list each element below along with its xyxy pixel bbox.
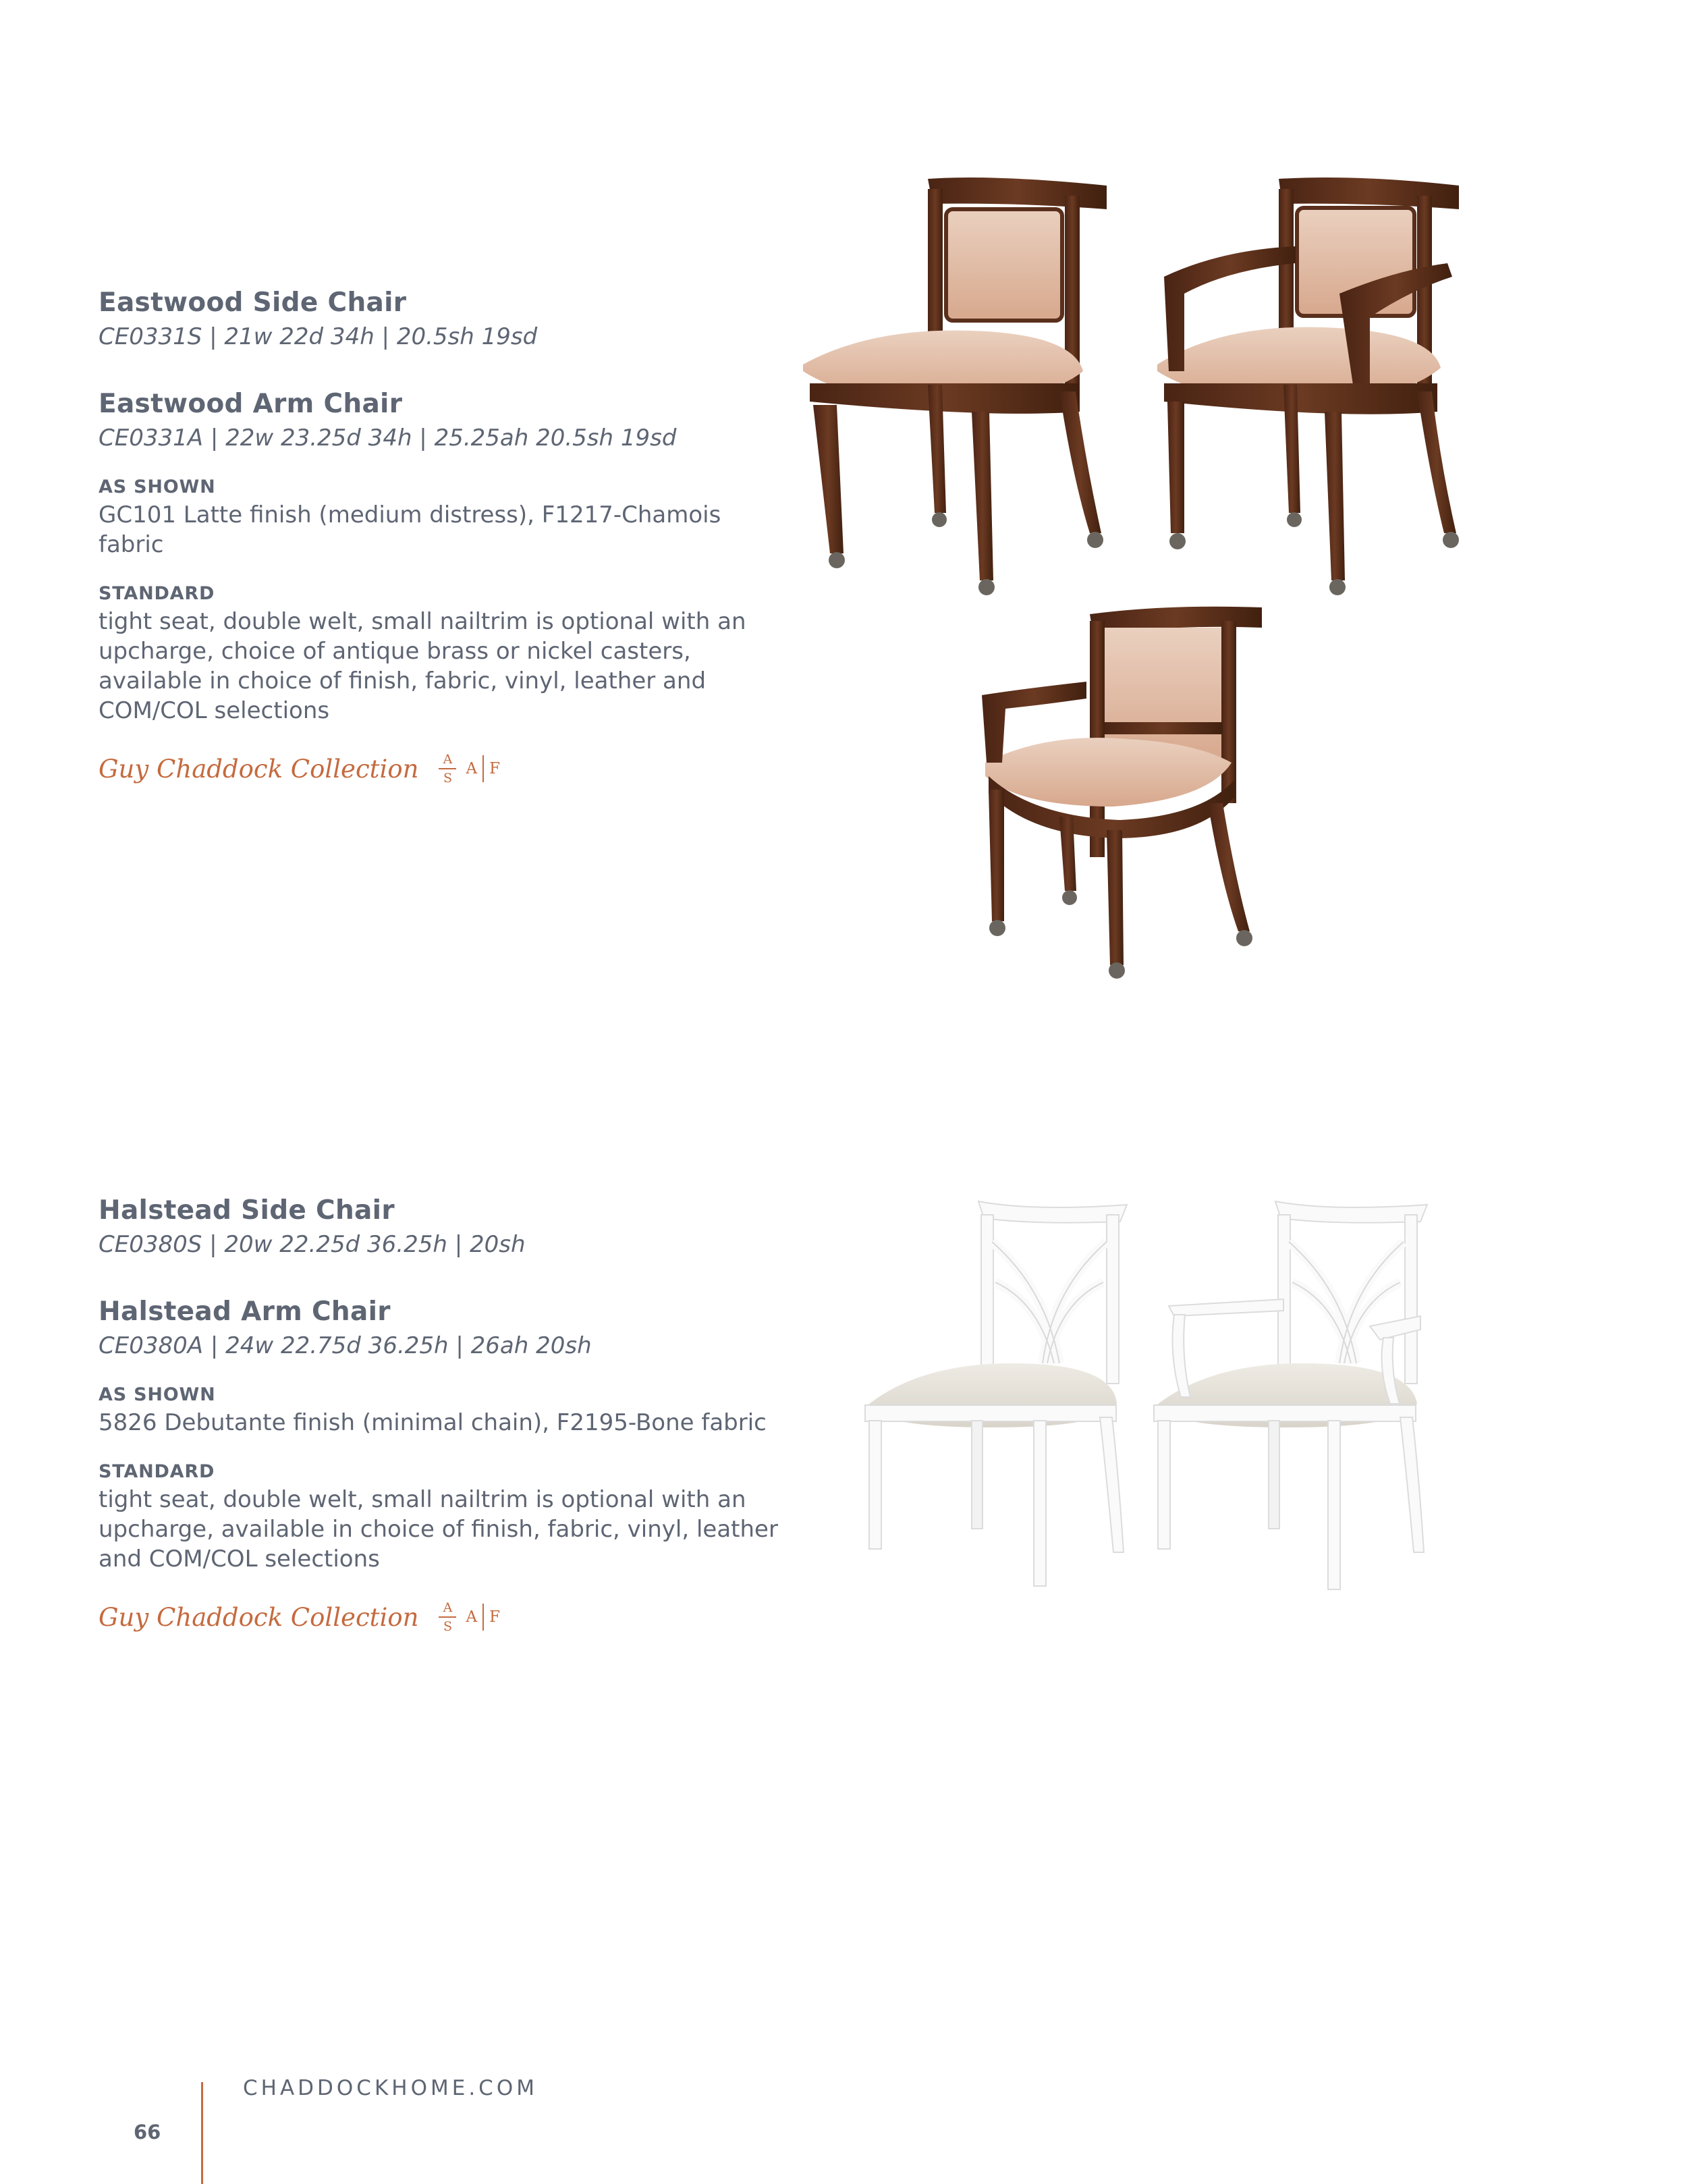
collection-line xyxy=(99,748,800,789)
product-name-arm-chair: Eastwood Arm Chair xyxy=(99,389,403,419)
asf-logo-left: A xyxy=(466,760,478,777)
asf-logo xyxy=(439,753,500,785)
halstead-side-chair-illustration xyxy=(865,1201,1127,1586)
asf-logo xyxy=(439,1601,500,1633)
product-name-side-chair: Eastwood Side Chair xyxy=(99,288,407,318)
collection-line xyxy=(99,1597,800,1637)
halstead-chairs-photo xyxy=(857,1195,1451,1613)
standard-description: tight seat, double welt, small nailtrim is optional with an upcharge, choice of antique brass or nickel casters, available in choice of finish, fabric, vinyl, leather and COM/COL selections xyxy=(99,608,746,724)
standard-description: tight seat, double welt, small nailtrim is optional with an upcharge, available in choice of finish, fabric, vinyl, leather and COM/COL selections xyxy=(99,1486,778,1573)
collection-name: Guy Chaddock Collection xyxy=(99,754,419,784)
as-shown-label: AS SHOWN xyxy=(99,1384,216,1405)
asf-logo-right: F xyxy=(489,760,501,777)
collection-name: Guy Chaddock Collection xyxy=(99,1602,419,1632)
eastwood-chairs-photo xyxy=(790,169,1485,992)
page-number: 66 xyxy=(134,2121,161,2144)
product-dimensions-arm-chair: CE0331A | 22w 23.25d 34h | 25.25ah 20.5sh 19sd xyxy=(99,425,677,452)
as-shown-label: AS SHOWN xyxy=(99,476,216,497)
standard-label: STANDARD xyxy=(99,1461,215,1482)
product-block-halstead xyxy=(99,1195,800,1637)
product-name-arm-chair: Halstead Arm Chair xyxy=(99,1296,391,1327)
asf-logo-left: A xyxy=(466,1608,478,1626)
halstead-arm-chair-illustration xyxy=(1154,1201,1427,1589)
as-shown-description: 5826 Debutante finish (minimal chain), F2195-Bone fabric xyxy=(99,1409,767,1436)
eastwood-arm-chair-back-view-illustration xyxy=(982,607,1262,979)
footer-divider xyxy=(201,2082,203,2184)
asf-logo-bottom: S xyxy=(443,771,452,786)
eastwood-side-chair-illustration xyxy=(803,178,1107,595)
asf-logo-right: F xyxy=(489,1608,501,1626)
product-dimensions-arm-chair: CE0380A | 24w 22.75d 36.25h | 26ah 20sh xyxy=(99,1332,592,1359)
asf-logo-top: A xyxy=(443,1600,453,1615)
standard-label: STANDARD xyxy=(99,583,215,604)
asf-logo-bottom: S xyxy=(443,1619,452,1634)
footer-website[interactable]: CHADDOCKHOME.COM xyxy=(243,2076,538,2100)
product-dimensions-side-chair: CE0380S | 20w 22.25d 36.25h | 20sh xyxy=(99,1231,526,1258)
as-shown-description: GC101 Latte finish (medium distress), F1217-Chamois fabric xyxy=(99,501,721,558)
product-dimensions-side-chair: CE0331S | 21w 22d 34h | 20.5sh 19sd xyxy=(99,323,538,350)
eastwood-arm-chair-illustration xyxy=(1157,178,1459,595)
product-block-eastwood xyxy=(99,287,800,789)
asf-logo-top: A xyxy=(443,752,453,767)
product-name-side-chair: Halstead Side Chair xyxy=(99,1195,395,1226)
